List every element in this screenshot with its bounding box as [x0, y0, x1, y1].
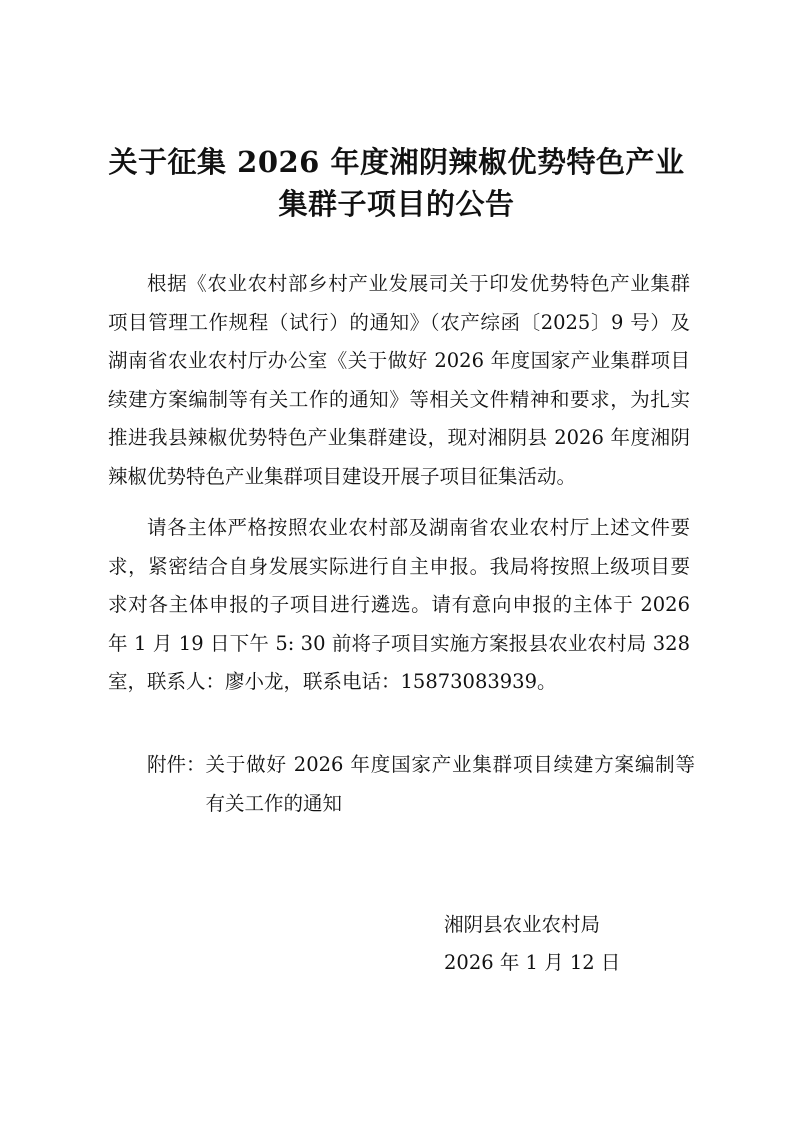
body-paragraph-2: 请各主体严格按照农业农村部及湖南省农业农村厅上述文件要求，紧密结合自身发展实际进行自主申报。我局将按照上级项目要求对各主体申报的子项目进行遴选。请有意向申报的主体于 2026 年 1 月 19 日下午 5: 30 前将子项目实施方案报县农业农村局 328 室，联系人：廖小龙，联系电话：15873083939。	[108, 516, 690, 693]
body-paragraph-1: 根据《农业农村部乡村产业发展司关于印发优势特色产业集群项目管理工作规程（试行）的通知》（农产综函〔2025〕9 号）及湖南省农业农村厅办公室《关于做好 2026 年度国家产业集群项目续建方案编制等有关工作的通知》等相关文件精神和要求，为扎实推进我县辣椒优势特色产业集群建设，现对湘阴县 2026 年度湘阴辣椒优势特色产业集群项目建设开展子项目征集活动。	[108, 272, 690, 488]
attachment-title: 关于做好 2026 年度国家产业集群项目续建方案编制等有关工作的通知	[205, 753, 695, 815]
document-title-line-2: 集群子项目的公告	[278, 187, 515, 221]
signature-organization: 湘阴县农业农村局	[444, 913, 601, 936]
document-title-line-1: 关于征集 2026 年度湘阴辣椒优势特色产业	[108, 145, 685, 179]
attachment-label: 附件：	[147, 753, 206, 776]
attachment-block	[147, 746, 695, 823]
signature-date: 2026 年 1 月 12 日	[444, 951, 621, 974]
